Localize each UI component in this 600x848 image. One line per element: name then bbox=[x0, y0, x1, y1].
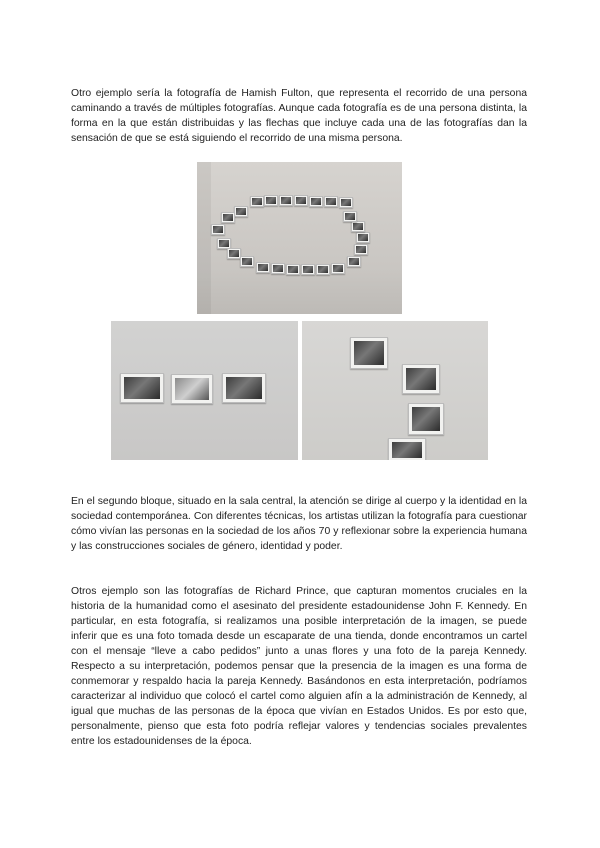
paragraph-hamish-fulton: Otro ejemplo sería la fotografía de Hamish Fulton, que representa el recorrido de una persona caminando a través de múltiples fotografías. Aunque cada fotografía es de una persona distinta, la forma en la que están distribuidas y las flechas que incluye cada una de las fotografías dan la sensación de que se está siguiendo el recorrido de una misma persona. bbox=[71, 88, 527, 144]
paragraph-second-block: En el segundo bloque, situado en la sala central, la atención se dirige al cuerpo y la identidad en la sociedad contemporánea. Con diferentes técnicas, los artistas utilizan la fotografía para cuestionar cómo vivían las personas en la sociedad de los años 70 y reflexionar sobre la experiencia humana y las construcciones sociales de género, identidad y poder. bbox=[71, 496, 527, 552]
gallery-wall-oval-photos bbox=[197, 162, 402, 314]
paragraph-richard-prince: Otros ejemplo son las fotografías de Richard Prince, que capturan momentos cruciales en la historia de la humanidad como el asesinato del presidente estadounidense John F. Kennedy. En particular, en esta fotografía, si realizamos una posible interpretación de la imagen, se puede inferir que es una foto tomada desde un escaparate de una tienda, donde encontramos un cartel con el mensaje “lleve a cabo pedidos” junto a unas flores y una foto de la pareja Kennedy. Respecto a su interpretación, podemos pensar que la presencia de la imagen es una forma de conmemorar y respaldo hacia la pareja Kennedy. Basándonos en esta interpretación, podríamos caracterizar al individuo que colocó el cartel como alguien afín a la administración de Kennedy, al igual que muchas de las personas de la época que vivían en Estados Unidos. Es por esto que, personalmente, pienso que esta foto podría reflejar valores y tendencias sociales prevalentes entre los estadounidenses de la época. bbox=[71, 586, 527, 747]
gallery-wall-diagonal-photos bbox=[302, 321, 488, 460]
gallery-wall-three-photos bbox=[111, 321, 298, 460]
